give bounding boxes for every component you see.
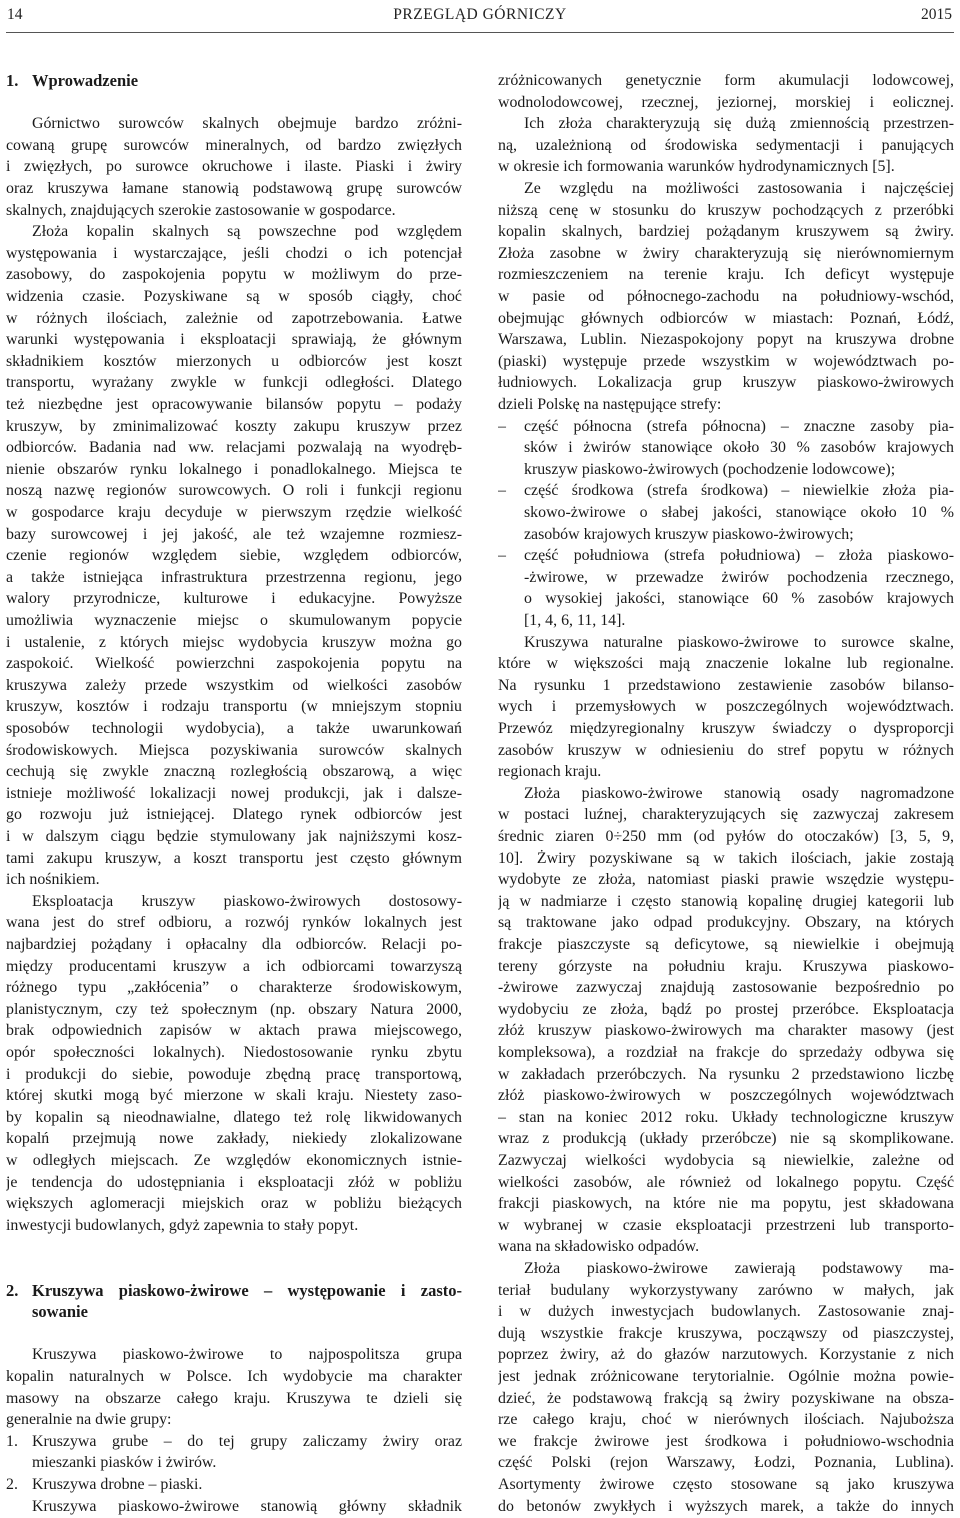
paragraph-line: w gospodarce kraju decyduje w pierwszym rzędzie wielkość: [6, 504, 462, 521]
list-item-line: [498, 480, 954, 502]
paragraph-line: obejmując głównych odbiorców w miastach: Poznań, Łódź,: [498, 309, 954, 327]
list-item-line: [6, 1496, 462, 1518]
paragraph-line: i w dużych inwestycjach budowlanych. Zastosowanie znaj-: [498, 1303, 954, 1321]
paragraph-line: różnego typu „zakłócenia” o charakterze środowiskowym,: [6, 979, 462, 997]
paragraph-line: zróżnicowanych genetycznie form akumulacji lodowcowej,: [498, 72, 954, 89]
list-marker: 2.: [6, 1476, 18, 1493]
paragraph-line: -żwirowe zazwyczaj znajdują zastosowanie bezpośrednio po: [498, 979, 954, 997]
paragraph-line: opór społeczności lokalnych). Niedostosowanie rynku zbytu: [6, 1044, 462, 1061]
paragraph-line: w różnych ilościach, zależnie od zapotrzebowania. Łatwe: [6, 309, 462, 327]
paragraph-line: inwestycji budowlanych, gdyż zapewnia to stały popyt.: [6, 1216, 359, 1234]
paragraph-line: planistycznym, czy też społecznym (np. obszary Natura 2000,: [6, 1000, 462, 1018]
paragraph-line: cowaną grupę surowców mineralnych, od bardzo zwięzłych: [6, 136, 462, 154]
paragraph-line: wana jest do stref odbioru, a rozwój rynków lokalnych jest: [6, 914, 462, 932]
paragraph-line: średnic ziaren 0÷250 mm (od pyłów do otoczaków) [3, 5, 9,: [498, 828, 954, 845]
paragraph-line: między producentami kruszyw a ich odbiorcami towarzyszą: [6, 957, 462, 975]
paragraph-line: sposobów technologii wydobycia), a także uwarunkowań: [6, 720, 462, 737]
paragraph-line: Złoża zasobne w żwiry charakteryzują się nierównomiernym: [498, 244, 954, 262]
paragraph-line: kopalń przejmują nowe zakłady, niekiedy zlokalizowane: [6, 1130, 462, 1148]
paragraph-line: wydobyte ze złoża, natomiast piaski prawie wszędzie występu-: [498, 871, 954, 889]
paragraph-line: występowania i wystarczające, jeśli chodzi o ich potencjał: [6, 244, 462, 262]
paragraph-line: w postaci luźnej, charakteryzujących się zazwyczaj zakresem: [498, 806, 954, 824]
paragraph-line: transportu, wyrażany zwykle w funkcji odległości. Dlatego: [6, 374, 462, 392]
paragraph-line: środowiskowych. Miejsca pozyskiwania surowców skalnych: [6, 741, 462, 759]
paragraph-line: poprzez żwiry, aż do głazów narzutowych. Korzystanie z nich: [498, 1346, 954, 1364]
list-item-text: zasobów krajowych kruszyw piaskowo-żwirowych;: [524, 525, 854, 543]
section-title: Kruszywa piaskowo-żwirowe – występowanie i zasto-: [32, 1280, 462, 1300]
list-item-line: [6, 1452, 462, 1474]
paragraph-line: i w dalszym ciągu będzie stymulowany jak najniższymi kosz-: [6, 828, 462, 845]
paragraph-line: wielkości zasobów, ale również od lokalnego popytu. Część: [498, 1173, 954, 1191]
paragraph-line: widzenia czasie. Pozyskiwane są w sposób ciągły, choć: [6, 288, 462, 305]
list-item-line: [498, 545, 954, 567]
paragraph-line: bazy surowcowej i jej jakość, ale też wzajemne rozmiesz-: [6, 525, 462, 543]
paragraph-line: teriał budulany wykorzystywany zarówno w małych, jak: [498, 1281, 954, 1299]
list-item-text: o wysokiej jakości, stanowiące 60 % zasobów krajowych: [524, 590, 954, 608]
paragraph-line: Ze względu na możliwości zastosowania i najczęściej: [524, 180, 954, 197]
list-item-text: Kruszywa grube – do tej grupy zaliczamy żwiry oraz: [32, 1432, 462, 1450]
list-item-line: [498, 567, 954, 589]
paragraph-line: Asortymenty żwirowe często stosowane są jako kruszywa: [498, 1476, 954, 1493]
paragraph-line: w okresie ich formowania warunków hydrodynamicznych [5].: [498, 158, 895, 176]
paragraph-line: cechują się zwykle znaczną rozległością obszarową, a więc: [6, 763, 462, 781]
paragraph-line: dują wszystkie frakcje kruszywa, począwszy od piaszczystej,: [498, 1324, 954, 1342]
paragraph-line: regionach kraju.: [498, 763, 602, 781]
paragraph-line: i zwięzłych, po surowce okruchowe i ilaste. Piaski i żwiry: [6, 158, 462, 176]
paragraph-line: brak odpowiednich zapisów w aktach prawa miejscowego,: [6, 1022, 462, 1040]
paragraph-line: tami zakupu kruszyw, a koszt transportu jest często głównym: [6, 849, 462, 867]
section-number: 1.: [6, 71, 19, 90]
paragraph-line: by kopalin są nieodnawialne, dlatego też rolę likwidowanych: [6, 1108, 462, 1126]
paragraph-line: Warszawa, Lublin. Niezaspokojony popyt na kruszywa drobne: [498, 331, 954, 349]
paragraph-line: Górnictwo surowców skalnych obejmuje bardzo zróżni-: [32, 115, 462, 133]
paragraph-line: ją w nadmiarze i często stanowią kopalinę drugiej kategorii lub: [498, 892, 954, 910]
list-item-line: [498, 502, 954, 524]
page-number: 14: [7, 6, 23, 23]
paragraph-line: do betonów zwykłych i wyższych marek, a także do innych: [498, 1497, 954, 1515]
section-heading: [6, 70, 462, 92]
paragraph-line: w zakładach przeróbczych. Na rysunku 2 przedstawiono liczbę: [498, 1065, 954, 1083]
list-marker: –: [498, 417, 506, 435]
journal-title: PRZEGLĄD GÓRNICZY: [393, 6, 567, 23]
paragraph-line: łudniowych. Lokalizacja grup kruszyw piaskowo-żwirowych: [498, 374, 954, 392]
paragraph-line: i produkcji do siebie, powoduje zbędną pracę transportową,: [6, 1065, 462, 1083]
paragraph-line: są traktowane jako odpad produkcyjny. Obszary, na których: [498, 914, 954, 932]
paragraph-line: oraz kruszywa łamane stanowią podstawową grupę surowców: [6, 180, 462, 197]
paragraph-line: też niezbędne jest opracowywanie bilansów popytu – podaży: [6, 396, 462, 413]
right-column: [498, 0, 954, 1515]
list-item-line: [498, 610, 954, 632]
paragraph-line: (piaski) występuje przede wszystkim w województwach po-: [498, 352, 954, 370]
paragraph-line: niższą cenę w stosunku do kruszyw pochodzących z przeróbki: [498, 201, 954, 219]
paragraph-line: Kruszywa naturalne piaskowo-żwirowe to surowce skalne,: [524, 633, 954, 651]
list-item-text: kruszyw piaskowo-żwirowych (pochodzenie lodowcowe);: [524, 460, 896, 478]
paragraph-line: kopalin skalnych, bardziej pożądanym kruszywem są żwiry.: [498, 223, 954, 241]
paragraph-line: istnieje możliwość lokalizacji nowej produkcji, jak i dalsze-: [6, 784, 462, 802]
paragraph-line: odbiorców. Badania nad ww. relacjami pozwalają na wyodręb-: [6, 439, 462, 457]
paragraph-line: Złoża piaskowo-żwirowe stanowią osady nagromadzone: [524, 784, 954, 802]
paragraph-line: we frakcje żwirowe jest środkowa i południowo-wschodnia: [498, 1432, 954, 1450]
list-item-line: [498, 588, 954, 610]
paragraph-line: 10]. Żwiry pozyskiwane są w takich ilościach, jakie zostają: [498, 849, 954, 867]
paragraph-line: Przewóz międzyregionalny kruszyw świadczy o dysproporcji: [498, 720, 954, 737]
paragraph-line: Zazwyczaj wielkości wydobycia są niewielkie, zależne od: [498, 1152, 954, 1169]
paragraph-line: masowy na obszarze całego kraju. Kruszywa te dzieli się: [6, 1389, 462, 1407]
paragraph-line: wodnolodowcowej, rzecznej, jeziornej, morskiej i eolicznej.: [498, 93, 954, 111]
paragraph-line: której skutki mogą być mierzone w skali kraju. Niestety zaso-: [6, 1087, 462, 1105]
list-marker: –: [498, 547, 506, 565]
paragraph-line: tereny górzyste na południu kraju. Kruszywa piaskowo-: [498, 957, 954, 975]
list-item-line: [498, 416, 954, 438]
paragraph-line: w pasie od północnego-zachodu na południowy-wschód,: [498, 288, 954, 305]
list-item-text: -żwirowe, w przewadze żwirów pochodzenia rzecznego,: [524, 568, 954, 586]
paragraph-line: – stan na koniec 2012 roku. Układy technologiczne kruszyw: [498, 1108, 954, 1126]
paragraph-line: walory przyrodnicze, kulturowe i edukacyjne. Powyższe: [6, 590, 462, 608]
paragraph-line: generalnie na dwie grupy:: [6, 1411, 172, 1429]
paragraph-line: Złoża kopalin skalnych są powszechne pod względem: [32, 223, 462, 241]
section-title: Wprowadzenie: [32, 71, 139, 90]
paragraph-line: frakcje piaszczyste są deficytowe, są niewielkie i obejmują: [498, 936, 954, 953]
list-item-text: część środkowa (strefa środkowa) – niewielkie złoża pia-: [524, 482, 954, 500]
paragraph-line: kruszyw, by zminimalizować koszty zakupu kruszyw przez: [6, 417, 462, 435]
paragraph-line: najbardziej pożądany i opłacalny dla odbiorców. Relacji po-: [6, 936, 462, 953]
paragraph-line: go rozwoju już istniejącej. Dlatego rynek odbiorców jest: [6, 806, 462, 824]
paragraph-line: ich nośnikiem.: [6, 871, 100, 889]
paragraph-line: ną, uzależnioną od środowiska sedymentacji i panujących: [498, 136, 954, 154]
paragraph-line: a także istniejąca infrastruktura przestrzenna regionu, jego: [6, 568, 462, 586]
paragraph-line: skalnych, znajdujących szerokie zastosowanie w gospodarce.: [6, 201, 396, 219]
left-column: [6, 0, 462, 1515]
paragraph-line: noszą nazwę regionów surowcowych. O roli i funkcji regionu: [6, 482, 462, 500]
section-heading: [6, 1280, 462, 1302]
list-item-line: [498, 459, 954, 481]
paragraph-line: dzieć, że podstawową frakcją są żwiry pozyskiwane na obsza-: [498, 1389, 954, 1407]
paragraph-line: warunki występowania i eksploatacji sprawiają, że głównym: [6, 331, 462, 349]
paragraph-line: złóż kruszyw piaskowo-żwirowych ma charakter masowy (jest: [498, 1022, 954, 1040]
paragraph-line: zasobowy, do zaspokojenia popytu w możliwym do prze-: [6, 266, 462, 284]
paragraph-line: dzieli Polskę na następujące strefy:: [498, 396, 722, 413]
section-title: sowanie: [32, 1302, 88, 1322]
paragraph-line: wraz z produkcją (układy przeróbcze) nie są skomplikowane.: [498, 1130, 954, 1148]
paragraph-line: część Polski (rejon Warszawy, Łodzi, Poznania, Lublina).: [498, 1454, 954, 1472]
list-item-text: część północna (strefa północna) – znaczne zasoby pia-: [524, 417, 954, 435]
paragraph-line: Eksploatacja kruszyw piaskowo-żwirowych dostosowy-: [32, 892, 462, 910]
list-marker: –: [498, 482, 506, 500]
paragraph-line: kruszywa zależy przede wszystkim od wielkości zasobów: [6, 676, 462, 694]
paragraph-line: umożliwia wyznaczenie miejsc o skumulowanym popycie: [6, 612, 462, 629]
list-item-line: [6, 1474, 462, 1496]
list-item-line: [6, 1431, 462, 1453]
list-item-text: Kruszywa drobne – piaski.: [32, 1476, 203, 1493]
paragraph-line: kompleksowa), a rozdział na frakcje do sprzedaży odbywa się: [498, 1044, 954, 1061]
paragraph-line: czenie regionów względem siebie, względem odbiorców,: [6, 547, 462, 565]
paragraph-line: Na rysunku 1 przedstawiono zestawienie zasobów bilanso-: [498, 676, 954, 694]
list-item-text: [1, 4, 6, 11, 14].: [524, 612, 626, 629]
paragraph-line: zasobów kruszyw w odniesieniu do stref popytu w różnych: [498, 741, 954, 759]
list-item-text: Kruszywa piaskowo-żwirowe stanowią główny składnik: [32, 1497, 462, 1515]
paragraph-line: wydobyciu ze złoża, bądź po prostej przeróbce. Eksploatacja: [498, 1000, 954, 1018]
paragraph-line: które w większości mają znaczenie lokalne lub regionalne.: [498, 655, 954, 673]
paragraph-line: większych aglomeracji miejskich oraz w pobliżu bieżących: [6, 1195, 462, 1213]
list-item-text: część południowa (strefa południowa) – złoża piaskowo-: [524, 547, 954, 565]
paragraph-line: kopalin naturalnych w Polsce. Ich wydobycie ma charakter: [6, 1368, 462, 1385]
list-item-text: skowo-żwirowe o słabej jakości, stanowiące około 10 %: [524, 504, 954, 521]
paragraph-line: składnikiem kosztów mierzonych u odbiorców jest koszt: [6, 352, 462, 370]
paragraph-line: i ustalenie, z których miejsc wydobycia kruszyw można go: [6, 633, 462, 651]
paragraph-line: rozmieszczeniem na terenie kraju. Ich deficyt występuje: [498, 266, 954, 284]
list-item-line: [498, 524, 954, 546]
paragraph-line: w odległych miejscach. Ze względów ekonomicznych istnie-: [6, 1152, 462, 1169]
list-item-text: sków i żwirów stanowiące około 30 % zasobów krajowych: [524, 439, 954, 457]
paragraph-line: wana na składowisko odpadów.: [498, 1238, 700, 1256]
paragraph-line: nienie obszarów rynku lokalnego i ponadlokalnego. Miejsca te: [6, 460, 462, 478]
section-number: 2.: [6, 1280, 19, 1300]
paragraph-line: złóż piaskowo-żwirowych w poszczególnych województwach: [498, 1087, 954, 1105]
paragraph-line: frakcji piaskowych, na które nie ma popytu, jest składowana: [498, 1195, 954, 1213]
list-marker: 1.: [6, 1432, 18, 1450]
list-item-text: mieszanki piasków i żwirów.: [32, 1454, 217, 1472]
paragraph-line: Złoża piaskowo-żwirowe zawierają podstawowy ma-: [524, 1260, 954, 1277]
issue-year: 2015: [921, 6, 952, 23]
paragraph-line: kruszyw, kosztów i rodzaju transportu (w mniejszym stopniu: [6, 698, 462, 716]
paragraph-line: rze całego kraju, choć w nierównych ilościach. Najuboższa: [498, 1411, 954, 1429]
paragraph-line: wych i przemysłowych w poszczególnych województwach.: [498, 698, 954, 716]
section-heading: [6, 1301, 462, 1323]
paragraph-line: Ich złoża charakteryzują się dużą zmiennością przestrzen-: [524, 115, 954, 133]
paragraph-line: zaspokoić. Wielkość powierzchni zaspokojenia popytu na: [6, 655, 462, 673]
paragraph-line: jest jednak zróżnicowane terytorialnie. Ogólnie można powie-: [498, 1368, 954, 1385]
paragraph-line: je tendencja do udostępniania i eksploatacji złóż w pobliżu: [6, 1173, 462, 1191]
paragraph-line: Kruszywa piaskowo-żwirowe to najpospolitsza grupa: [32, 1346, 462, 1364]
paragraph-line: w wybranej w czasie eksploatacji przestrzeni lub transporto-: [498, 1216, 954, 1234]
list-item-line: [498, 437, 954, 459]
